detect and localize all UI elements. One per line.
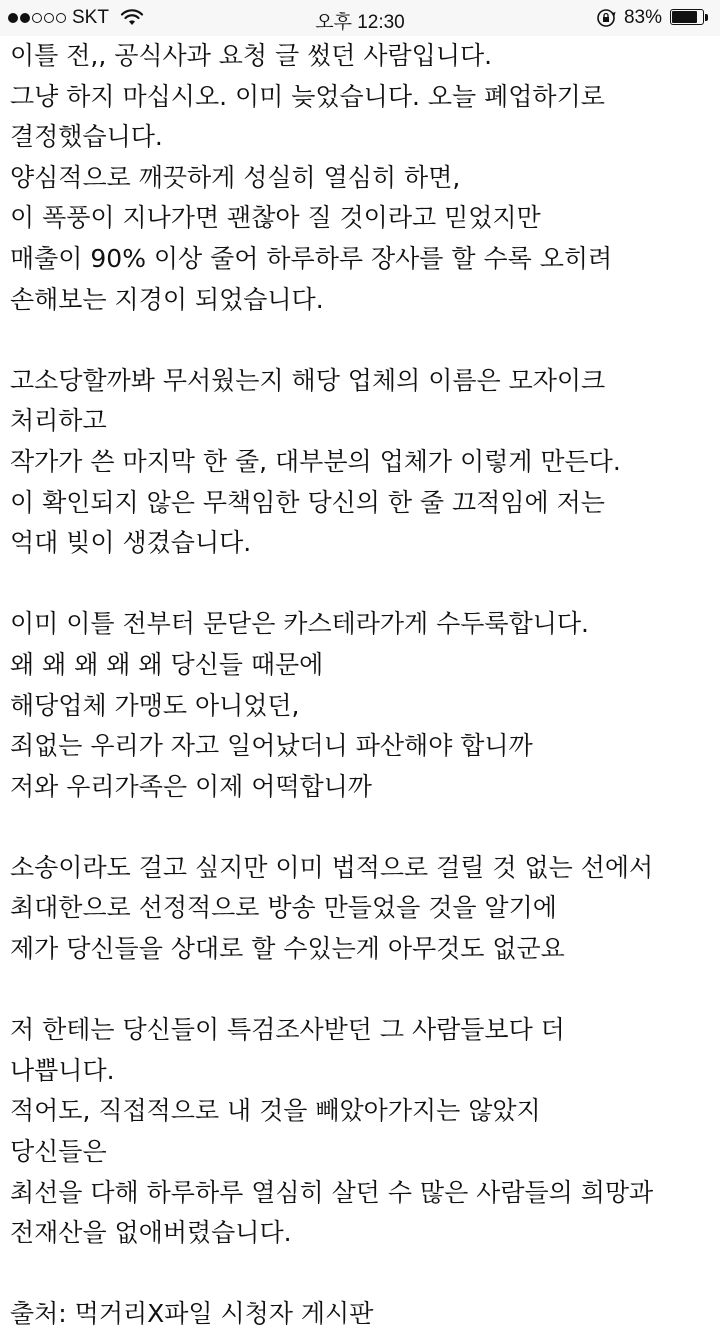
post-text-line: 최대한으로 선정적으로 방송 만들었을 것을 알기에: [10, 893, 557, 923]
post-text-line: 당신들은: [10, 1137, 107, 1167]
post-text-line: 최선을 다해 하루하루 열심히 살던 수 많은 사람들의 희망과: [10, 1177, 654, 1207]
rotation-lock-icon: [596, 8, 616, 28]
post-text-line: 이 폭풍이 지나가면 괜찮아 질 것이라고 믿었지만: [10, 203, 541, 233]
post-text-line: 저와 우리가족은 이제 어떡합니까: [10, 771, 372, 801]
blank-line: [10, 564, 716, 605]
post-text-line: 소송이라도 걸고 싶지만 이미 법적으로 걸릴 것 없는 선에서: [10, 852, 654, 882]
post-text-line: 출처: 먹거리X파일 시청자 게시판: [10, 1299, 374, 1329]
blank-line: [10, 320, 716, 361]
post-text-line: 그냥 하지 마십시오. 이미 늦었습니다. 오늘 폐업하기로: [10, 81, 605, 111]
battery-percentage: 83%: [623, 7, 662, 28]
post-text-line: 나쁩니다.: [10, 1055, 115, 1085]
post-text-line: 이미 이틀 전부터 문닫은 카스테라가게 수두룩합니다.: [10, 609, 589, 639]
post-text-line: 처리하고: [10, 406, 107, 436]
post-text-line: 작가가 쓴 마지막 한 줄, 대부분의 업체가 이렇게 만든다.: [10, 446, 621, 476]
post-text-line: 이 확인되지 않은 무책임한 당신의 한 줄 끄적임에 저는: [10, 487, 605, 517]
post-text-line: 왜 왜 왜 왜 왜 당신들 때문에: [10, 649, 324, 679]
status-right: [596, 7, 710, 29]
post-text-line: 전재산을 없애버렸습니다.: [10, 1218, 292, 1248]
battery-icon: [670, 9, 710, 27]
post-text-line: 고소당할까봐 무서웠는지 해당 업체의 이름은 모자이크: [10, 365, 606, 395]
post-text-line: 이틀 전,, 공식사과 요청 글 썼던 사람입니다.: [10, 41, 493, 70]
post-text-line: 적어도, 직접적으로 내 것을 빼았아가지는 않았지: [10, 1096, 541, 1126]
status-time: 오후 12:30: [315, 12, 405, 33]
blank-line: [10, 970, 716, 1011]
post-text-line: 죄없는 우리가 자고 일어났더니 파산해야 합니까: [10, 731, 533, 761]
post-text-line: 억대 빚이 생겼습니다.: [10, 528, 252, 558]
post-text-line: 결정했습니다.: [10, 122, 163, 152]
post-text-line: 손해보는 지경이 되었습니다.: [10, 284, 324, 314]
post-text-line: 저 한테는 당신들이 특검조사받던 그 사람들보다 더: [10, 1015, 565, 1045]
post-text-line: 매출이 90% 이상 줄어 하루하루 장사를 할 수록 오히려: [10, 243, 613, 273]
post-text-line: 양심적으로 깨끗하게 성실히 열심히 하면,: [10, 162, 461, 192]
post-text-line: 해당업체 가맹도 아니었던,: [10, 690, 300, 720]
post-text-line: 제가 당신들을 상대로 할 수있는게 아무것도 없군요: [10, 934, 565, 964]
blank-line: [10, 1254, 716, 1295]
status-bar: [0, 0, 720, 36]
post-body: [10, 36, 716, 1335]
blank-line: [10, 807, 716, 848]
carrier-name: SKT: [72, 7, 109, 28]
